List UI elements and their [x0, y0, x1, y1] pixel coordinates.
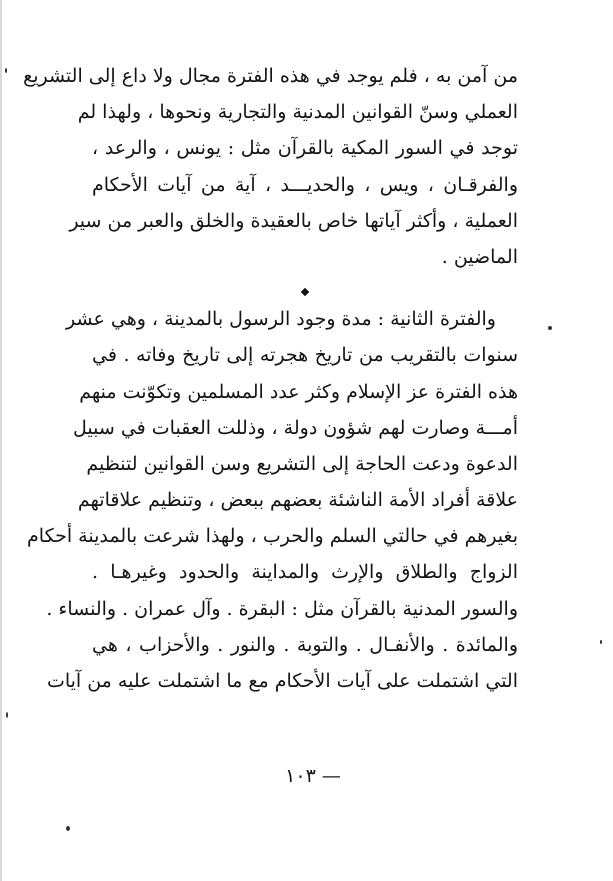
- text-line: هذه الفترة عز الإسلام وكثر عدد المسلمين وتكوّنت منهم: [79, 380, 518, 403]
- text-line: العملي وسنّ القوانين المدنية والتجارية ونحوها ، ولهذا لم: [77, 101, 518, 124]
- text-line: توجد في السور المكية بالقرآن مثل : يونس ، والرعد ،: [92, 137, 518, 160]
- text-line: الزواج والطلاق والإرث والمداينة والحدود وغيرهـا .: [92, 561, 518, 584]
- text-line: سنوات بالتقريب من تاريخ هجرته إلى تاريخ وفاته . في: [92, 344, 518, 367]
- text-line: من آمن به ، فلم يوجد في هذه الفترة مجال ولا داع إلى التشريع: [23, 65, 518, 87]
- text-line: علاقة أفراد الأمة الناشئة بعضهم ببعض ، وتنظيم علاقاتهم: [77, 489, 518, 512]
- scan-speck: [66, 826, 70, 831]
- body-text: [23, 58, 518, 699]
- text-line: والسور المدنية بالقرآن مثل : البقرة . وآل عمران . والنساء .: [46, 597, 518, 620]
- text-line: التي اشتملت على آيات الأحكام مع ما اشتملت عليه من آيات: [46, 670, 518, 692]
- text-line: أمـــة وصارت لهم شؤون دولة ، وذللت العقبات في سبيل: [73, 416, 518, 439]
- text-line: والمائدة . والأنفـال . والتوبة . والنور . والأحزاب ، هي: [92, 633, 518, 656]
- scan-speck: [6, 712, 8, 718]
- page-number: — ١٠٣: [285, 765, 341, 787]
- text-line: والفترة الثانية : مدة وجود الرسول بالمدينة ، وهي عشر: [66, 308, 496, 331]
- text-line: الدعوة ودعت الحاجة إلى التشريع وسن القوانين لتنظيم: [86, 452, 518, 475]
- page-edge: [0, 0, 2, 881]
- text-line: العملية ، وأكثر آياتها خاص بالعقيدة والخلق والعبر من سير: [69, 209, 518, 232]
- scan-speck: [548, 326, 552, 330]
- text-line: بغيرهم في حالتي السلم والحرب ، ولهذا شرعت بالمدينة أحكام: [27, 525, 518, 548]
- scan-speck: [600, 640, 602, 644]
- text-line: الماضين .: [441, 245, 518, 268]
- scan-speck: [5, 68, 7, 73]
- text-line: والفرقـان ، ويس ، والحديـــد ، آية من آيات الأحكام: [92, 173, 518, 196]
